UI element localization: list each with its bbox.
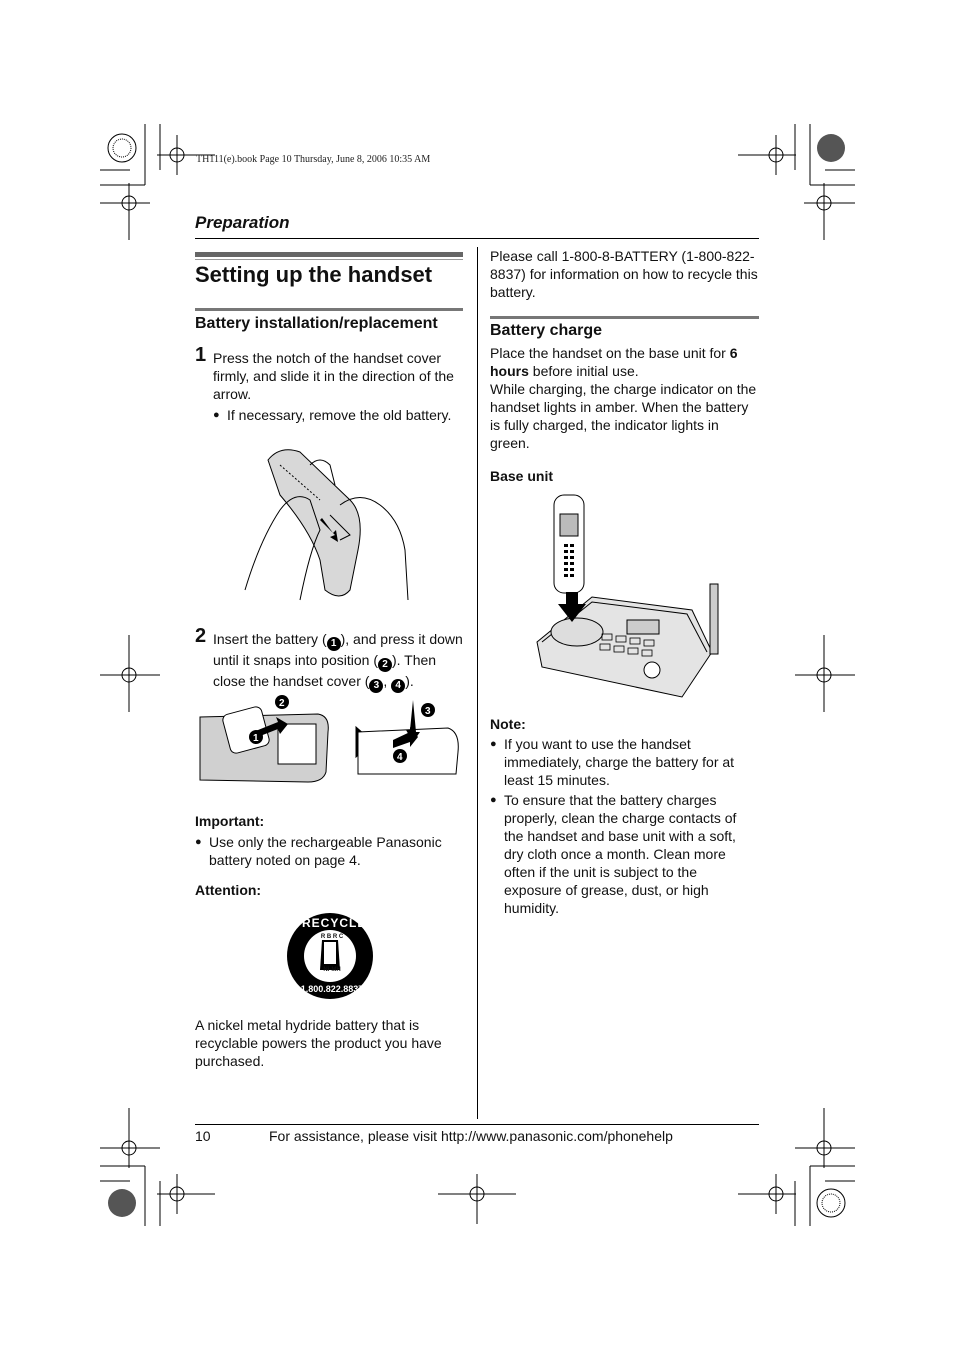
charge-rule <box>490 316 759 319</box>
logo-phone-text: 1.800.822.8837 <box>300 984 364 994</box>
battery-installation-heading: Battery installation/replacement <box>195 315 438 332</box>
logo-nimh-text: Ni-MH <box>323 967 341 973</box>
title-rule-thin <box>195 259 463 260</box>
header-rule <box>195 238 759 239</box>
step-1-bullet: ● If necessary, remove the old battery. <box>213 406 465 424</box>
svg-text:4: 4 <box>397 752 403 763</box>
handset-cover-illustration <box>240 440 410 605</box>
battery-insert-illustration <box>198 692 464 787</box>
charge-paragraph-1: Place the handset on the base unit for 6 hours before initial use. <box>490 345 738 379</box>
step-2-number: 2 <box>195 625 207 647</box>
important-bullet: ● Use only the rechargeable Panasonic battery noted on page 4. <box>195 833 463 869</box>
svg-text:1: 1 <box>253 733 259 744</box>
page-number: 10 <box>195 1128 211 1144</box>
step-1-text: Press the notch of the handset cover firmly, and slide it in the direction of the arrow. <box>213 350 454 402</box>
subhead-rule <box>195 308 463 311</box>
battery-call-paragraph: Please call 1-800-8-BATTERY (1-800-822-8837) for information on how to recycle this battery. <box>490 248 758 300</box>
print-header: TH111(e).book Page 10 Thursday, June 8, 2006 10:35 AM <box>196 154 431 165</box>
callout-2: 2 <box>378 658 392 672</box>
footer-rule <box>195 1124 759 1125</box>
step-2-text: Insert the battery ( 1 ), and press it down until it snaps into position ( 2 ). Then close the handset cover ( 3 , 4 ). <box>213 631 463 691</box>
svg-text:3: 3 <box>425 706 431 717</box>
column-divider <box>477 247 478 1119</box>
note-label: Note: <box>490 716 526 732</box>
callout-4: 4 <box>391 679 405 693</box>
callout-1: 1 <box>327 637 341 651</box>
logo-recycle-text: RECYCLE <box>302 916 367 930</box>
important-label: Important: <box>195 813 265 829</box>
attention-label: Attention: <box>195 882 262 898</box>
base-unit-illustration <box>532 492 722 702</box>
callout-3: 3 <box>369 679 383 693</box>
charge-paragraph-2: While charging, the charge indicator on the handset lights in amber. When the battery is fully charged, the indicator lights in green. <box>490 381 757 451</box>
note-bullet-1: ● If you want to use the handset immediately, charge the battery for at least 15 minutes. <box>490 735 758 789</box>
footer-assistance-text: For assistance, please visit http://www.panasonic.com/phonehelp <box>269 1128 673 1144</box>
note-bullet-2: ● To ensure that the battery charges properly, clean the charge contacts of the handset and base unit with a soft, dry cloth once a month. Clean more often if the unit is subject to the exposure of grease, dust, or high humidity. <box>490 791 758 917</box>
base-unit-label: Base unit <box>490 468 554 484</box>
logo-rbrc-text: R B R C <box>320 934 344 940</box>
section-heading: Preparation <box>195 213 290 232</box>
step-1-number: 1 <box>195 344 207 366</box>
title-rule <box>195 252 463 257</box>
battery-charge-heading: Battery charge <box>490 322 603 339</box>
page-title: Setting up the handset <box>195 262 433 287</box>
recycle-paragraph: A nickel metal hydride battery that is recyclable powers the product you have purchased. <box>195 1017 442 1069</box>
svg-text:2: 2 <box>279 698 285 709</box>
